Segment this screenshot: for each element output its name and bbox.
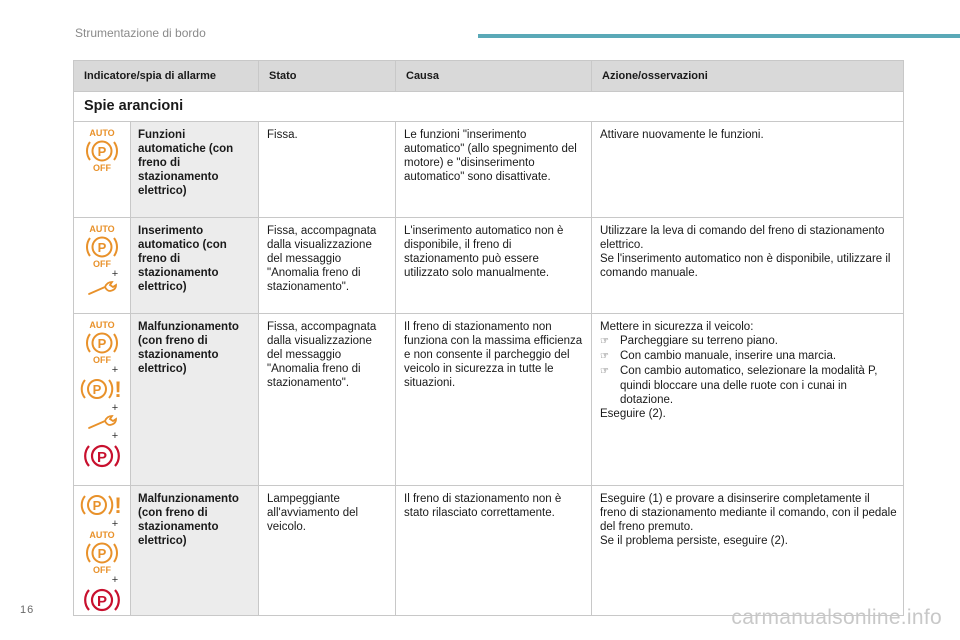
state-cell: Lampeggiante all'avviamento del veicolo. — [259, 486, 396, 616]
svg-text:P: P — [97, 144, 107, 159]
svg-text:P: P — [97, 240, 107, 255]
cause-cell: Il freno di stazionamento non funziona con la massima efficienza e non consente il parcheggio del veicolo in sicurezza in tutte le situazioni. — [396, 314, 592, 486]
action-bullet: ☞ Con cambio manuale, inserire una marcia. — [600, 350, 837, 362]
action-bullet: ☞ Con cambio automatico, selezionare la modalità P, quindi bloccare una delle ruote con i cunai in dotazione. — [600, 365, 878, 406]
table-row — [74, 122, 904, 218]
action-cell — [592, 218, 904, 314]
svg-text:!: ! — [114, 493, 122, 518]
table-header-row — [74, 61, 904, 92]
plus-sign: + — [111, 364, 119, 376]
action-text: Se il problema persiste, eseguire (2). — [600, 535, 788, 547]
state-cell: Fissa. — [259, 122, 396, 218]
auto-p-off-icon — [85, 223, 119, 269]
plus-sign: + — [111, 402, 119, 414]
indicator-icons — [74, 486, 131, 616]
p-warning-icon — [80, 491, 124, 519]
cause-cell: Le funzioni "inserimento automatico" (allo spegnimento del motore) e "disinserimento automatico" sono disattivate. — [396, 122, 592, 218]
indicator-table-wrapper — [73, 60, 903, 616]
page-header-title: Strumentazione di bordo — [75, 26, 206, 40]
svg-text:P: P — [92, 382, 102, 397]
p-warning-icon — [80, 375, 124, 403]
action-text: Utilizzare la leva di comando del freno di stazionamento elettrico. — [600, 225, 885, 251]
svg-text:OFF: OFF — [93, 259, 111, 269]
footer-watermark: carmanualsonline.info — [731, 606, 942, 629]
table-row — [74, 486, 904, 616]
state-cell: Fissa, accompagnata dalla visualizzazione del messaggio "Anomalia freno di stazionamento". — [259, 218, 396, 314]
svg-text:P: P — [96, 449, 108, 466]
state-cell: Fissa, accompagnata dalla visualizzazione del messaggio "Anomalia freno di stazionamento". — [259, 314, 396, 486]
column-header-indicator: Indicatore/spia di allarme — [74, 61, 259, 92]
indicator-name: Malfunzionamento (con freno di stazionamento elettrico) — [131, 314, 259, 486]
table-row — [74, 314, 904, 486]
section-row — [74, 92, 904, 122]
auto-p-off-icon — [85, 529, 119, 575]
auto-p-off-icon — [85, 319, 119, 365]
svg-text:AUTO: AUTO — [89, 128, 115, 138]
svg-text:!: ! — [114, 377, 122, 402]
svg-text:P: P — [96, 593, 108, 610]
p-brake-red-icon — [83, 441, 121, 471]
indicator-icons — [74, 218, 131, 314]
indicator-icons — [74, 122, 131, 218]
column-header-action: Azione/osservazioni — [592, 61, 904, 92]
svg-text:AUTO: AUTO — [89, 530, 115, 540]
svg-text:OFF: OFF — [93, 565, 111, 575]
table-row — [74, 218, 904, 314]
auto-p-off-icon — [85, 127, 119, 173]
svg-text:P: P — [97, 546, 107, 561]
page-number: 16 — [20, 604, 35, 616]
cause-cell: Il freno di stazionamento non è stato rilasciato correttamente. — [396, 486, 592, 616]
p-brake-red-icon — [83, 585, 121, 615]
action-text: Attivare nuovamente le funzioni. — [600, 129, 764, 141]
bullet-arrow-icon: ☞ — [600, 336, 609, 347]
action-cell — [592, 314, 904, 486]
indicator-icons — [74, 314, 131, 486]
indicator-name: Funzioni automatiche (con freno di stazionamento elettrico) — [131, 122, 259, 218]
bullet-arrow-icon: ☞ — [600, 366, 609, 377]
svg-text:P: P — [92, 498, 102, 513]
action-cell — [592, 486, 904, 616]
action-bullet: ☞ Parcheggiare su terreno piano. — [600, 335, 778, 347]
cause-cell: L'inserimento automatico non è disponibile, il freno di stazionamento può essere utilizzato solo manualmente. — [396, 218, 592, 314]
plus-sign: + — [111, 518, 119, 530]
section-title: Spie arancioni — [74, 92, 904, 122]
svg-text:OFF: OFF — [93, 355, 111, 365]
column-header-state: Stato — [259, 61, 396, 92]
action-text: Eseguire (1) e provare a disinserire completamente il freno di stazionamento mediante il comando, con il pedale del freno premuto. — [600, 493, 897, 533]
svg-text:AUTO: AUTO — [89, 224, 115, 234]
action-outro: Eseguire (2). — [600, 408, 666, 420]
indicator-name: Inserimento automatico (con freno di stazionamento elettrico) — [131, 218, 259, 314]
svg-text:P: P — [97, 336, 107, 351]
plus-sign: + — [111, 268, 119, 280]
svg-text:AUTO: AUTO — [89, 320, 115, 330]
plus-sign: + — [111, 430, 119, 442]
bullet-arrow-icon: ☞ — [600, 351, 609, 362]
action-cell — [592, 122, 904, 218]
action-intro: Mettere in sicurezza il veicolo: — [600, 321, 754, 333]
wrench-icon — [85, 413, 119, 431]
svg-text:OFF: OFF — [93, 163, 111, 173]
header-accent-bar — [478, 34, 960, 38]
plus-sign: + — [111, 574, 119, 586]
column-header-cause: Causa — [396, 61, 592, 92]
indicator-table — [73, 60, 904, 616]
indicator-name: Malfunzionamento (con freno di stazionamento elettrico) — [131, 486, 259, 616]
wrench-icon — [85, 279, 119, 297]
action-text: Se l'inserimento automatico non è disponibile, utilizzare il comando manuale. — [600, 253, 891, 279]
